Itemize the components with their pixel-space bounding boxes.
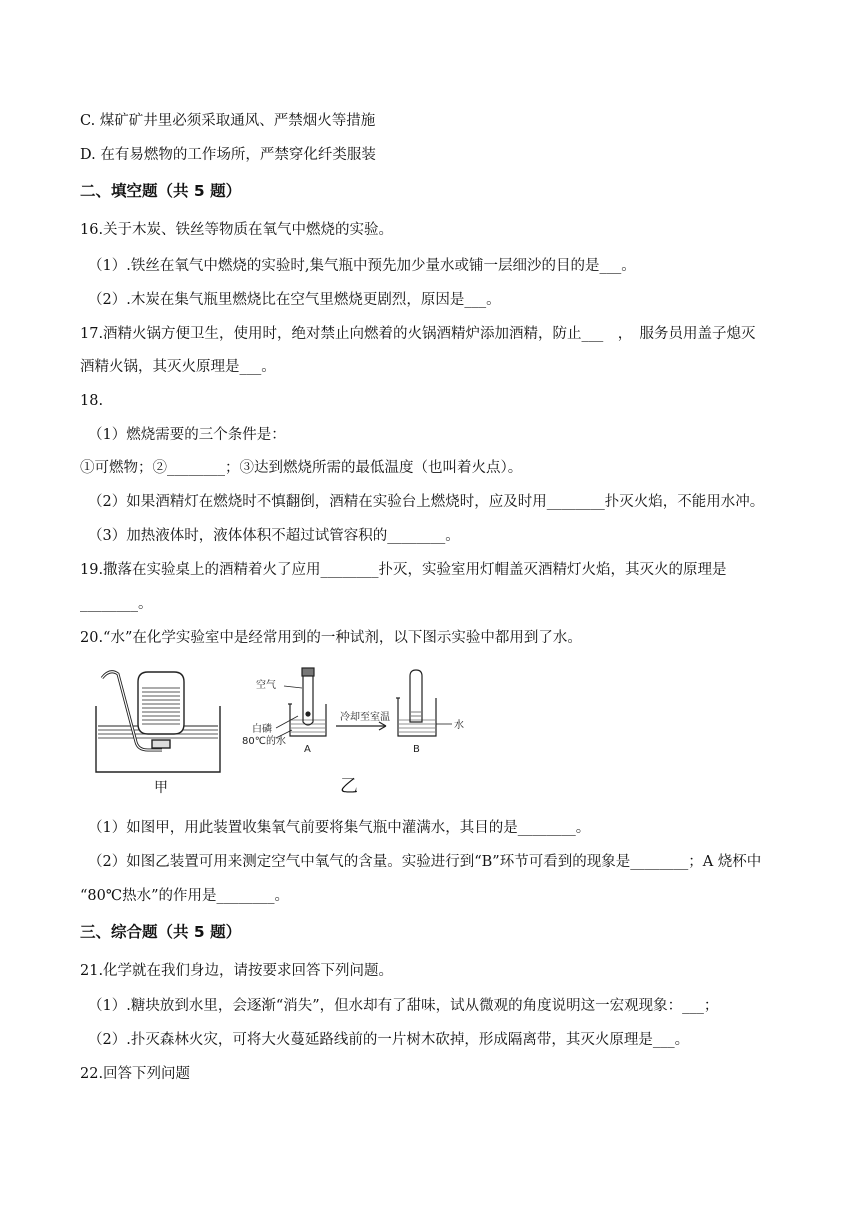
question-17-line-2: 酒精火锅，其灭火原理是___。 [80,359,276,375]
question-18-part-1-conditions: ①可燃物；②________；③达到燃烧所需的最低温度（也叫着火点）。 [80,460,523,476]
question-18-part-3: （3）加热液体时，液体体积不超过试管容积的________。 [88,528,460,544]
figure-label-b: B [413,744,420,755]
question-16-part-2: （2）.木炭在集气瓶里燃烧比在空气里燃烧更剧烈，原因是___。 [88,292,501,308]
figure-jia-apparatus [96,672,220,772]
question-19-line-1: 19.撒落在实验桌上的酒精着火了应用________扑灭，实验室用灯帽盖灭酒精灯火焰，其灭火的原理是 [80,562,727,578]
figure-label-a: A [304,744,311,755]
figure-label-hot-water: 80℃的水 [242,736,286,747]
figure-label-yi: 乙 [340,776,358,797]
question-17-line-1: 17.酒精火锅方便卫生，使用时，绝对禁止向燃着的火锅酒精炉添加酒精，防止___ ， 服务员用盖子熄灭 [80,326,756,342]
section-heading-fill-in: 二、填空题（共 5 题） [80,182,242,200]
question-21-part-2: （2）.扑灭森林火灾，可将大火蔓延路线前的一片树木砍掉，形成隔离带，其灭火原理是___。 [88,1032,690,1048]
question-18-part-2: （2）如果酒精灯在燃烧时不慎翻倒，酒精在实验台上燃烧时，应及时用________扑灭火焰，不能用水冲。 [88,494,765,510]
section-heading-comprehensive: 三、综合题（共 5 题） [80,923,242,941]
question-20-part-2-line-2: “80℃热水”的作用是________。 [80,888,289,904]
question-16-part-1: （1）.铁丝在氧气中燃烧的实验时,集气瓶中预先加少量水或铺一层细沙的目的是___。 [88,258,636,274]
question-18-part-1: （1）燃烧需要的三个条件是： [88,427,286,443]
figure-label-white-phosphorus: 白磷 [252,724,272,735]
figure-arrow [336,722,386,730]
figure-label-cool: 冷却至室温 [340,712,390,723]
figure-label-air: 空气 [256,680,276,691]
question-16: 16.关于木炭、铁丝等物质在氧气中燃烧的实验。 [80,222,394,238]
experiment-figure [92,664,472,800]
figure-beaker-a [276,668,326,738]
figure-label-water: 水 [454,720,464,731]
question-21-part-1: （1）.糖块放到水里，会逐渐“消失”，但水却有了甜味，试从微观的角度说明这一宏观现象：___； [88,998,719,1014]
figure-beaker-b [396,670,452,736]
question-20: 20.“水”在化学实验室中是经常用到的一种试剂，以下图示实验中都用到了水。 [80,630,582,646]
figure-label-jia: 甲 [154,780,168,796]
question-18: 18. [80,393,104,409]
question-19-line-2: ________。 [80,596,153,612]
option-c: C. 煤矿矿井里必须采取通风、严禁烟火等措施 [80,113,376,129]
question-21: 21.化学就在我们身边，请按要求回答下列问题。 [80,963,394,979]
option-d: D. 在有易燃物的工作场所，严禁穿化纤类服装 [80,147,376,163]
question-20-part-1: （1）如图甲，用此装置收集氧气前要将集气瓶中灌满水，其目的是________。 [88,820,591,836]
question-20-part-2-line-1: （2）如图乙装置可用来测定空气中氧气的含量。实验进行到“B”环节可看到的现象是________；A 烧杯中 [88,854,762,870]
question-22: 22.回答下列问题 [80,1066,191,1082]
